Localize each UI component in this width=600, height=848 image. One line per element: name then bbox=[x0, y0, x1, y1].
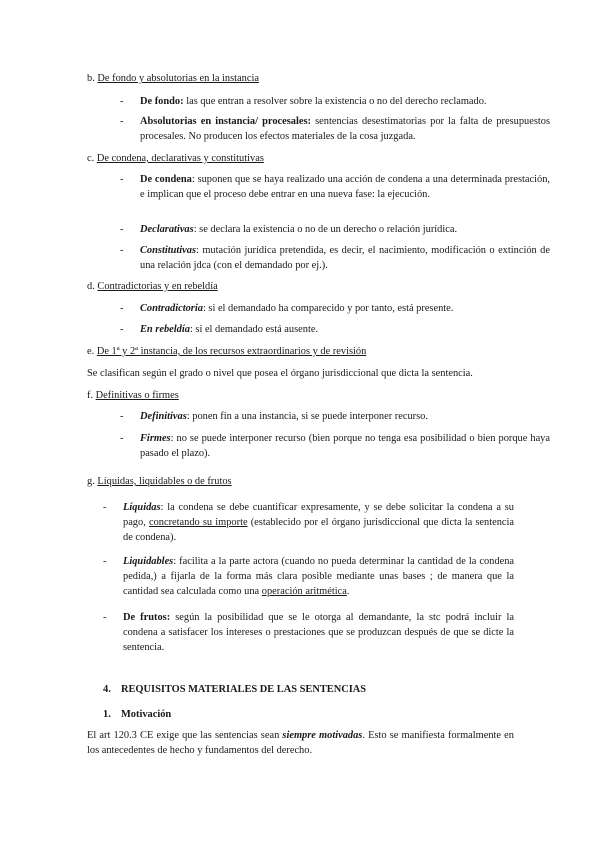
item-text: según la posibilidad que se le otorga al demandante, la stc podrá incluir la condena a satisfacer los intereses o prestaciones que se produzcan después de que se dicte la sentencia. bbox=[123, 612, 514, 653]
item-text: : suponen que se haya realizado una acción de condena a una determinada prestación, e implican que el proceso debe entrar en una nueva fase: la ejecución. bbox=[140, 174, 550, 200]
motivacion-text: . Esto se manifiesta formalmente en los antecedentes de hecho y fundamentos del derecho. bbox=[87, 730, 514, 756]
section-f-title: Definitivas o firmes bbox=[95, 390, 179, 401]
item-term: Liquidables bbox=[123, 556, 174, 567]
item-text: : no se puede interponer recurso (bien porque no tenga esa posibilidad o bien porque haya pasado el plazo). bbox=[140, 433, 550, 459]
bullet-dash: - bbox=[120, 303, 124, 314]
item-text: : facilita a la parte actora (cuando no pueda determinar la cantidad de la condena pedida,) a fijarla de la forma más clara posible mediante unas bases ; de manera que la cantidad sea calculada como una bbox=[123, 556, 514, 597]
item-term: Líquidas bbox=[123, 502, 161, 513]
item-text: : se declara la existencia o no de un derecho o relación jurídica. bbox=[193, 224, 458, 235]
item-term: Definitivas bbox=[140, 411, 187, 422]
section-b-title: De fondo y absolutorias en la instancia bbox=[97, 73, 259, 84]
list-item bbox=[120, 301, 550, 316]
list-item bbox=[120, 222, 550, 237]
section-e-title: De 1ª y 2ª instancia, de los recursos extraordinarios y de revisión bbox=[96, 346, 367, 357]
bullet-dash: - bbox=[103, 612, 107, 623]
list-item bbox=[120, 114, 550, 144]
item-term: Declarativas bbox=[140, 224, 194, 235]
item-text: sentencias desestimatorias por la falta de presupuestos procesales. No producen los efectos materiales de la cosa juzgada. bbox=[140, 116, 551, 142]
section-4-title: REQUISITOS MATERIALES DE LAS SENTENCIAS bbox=[121, 684, 367, 695]
bullet-dash: - bbox=[120, 245, 124, 256]
item-underlined-text: operación aritmética bbox=[261, 586, 347, 597]
item-term: Firmes bbox=[140, 433, 171, 444]
section-f-prefix: f. bbox=[87, 390, 96, 401]
list-item bbox=[120, 409, 550, 424]
section-g-heading bbox=[87, 474, 232, 489]
section-c-heading bbox=[87, 151, 264, 166]
item-text: : ponen fin a una instancia, si se puede interponer recurso. bbox=[186, 411, 428, 422]
bullet-dash: - bbox=[120, 324, 124, 335]
list-item bbox=[103, 610, 514, 655]
motivacion-heading bbox=[103, 707, 171, 722]
section-e-heading bbox=[87, 344, 366, 359]
section-4-number: 4. bbox=[103, 684, 111, 695]
list-item bbox=[120, 243, 550, 273]
section-b-prefix: b. bbox=[87, 73, 98, 84]
list-item bbox=[120, 322, 550, 337]
bullet-dash: - bbox=[120, 224, 124, 235]
section-g-title: Líquidas, liquidables o de frutos bbox=[97, 476, 232, 487]
bullet-dash: - bbox=[120, 433, 124, 444]
motivacion-title: Motivación bbox=[121, 709, 172, 720]
section-f-heading bbox=[87, 388, 179, 403]
bullet-dash: - bbox=[120, 174, 124, 185]
item-text: las que entran a resolver sobre la existencia o no del derecho reclamado. bbox=[183, 96, 487, 107]
section-e-paragraph: Se clasifican según el grado o nivel que posea el órgano jurisdiccional que dicta la sentencia. bbox=[87, 368, 473, 379]
item-term: En rebeldía bbox=[140, 324, 190, 335]
item-term: Contradictoria bbox=[140, 303, 203, 314]
section-4-heading bbox=[103, 682, 366, 697]
item-text: : si el demandado está ausente. bbox=[189, 324, 319, 335]
motivacion-number: 1. bbox=[103, 709, 111, 720]
list-item bbox=[120, 94, 550, 109]
section-d-heading bbox=[87, 279, 218, 294]
item-text: (establecido por el órgano jurisdiccional que dicta la sentencia de condena). bbox=[123, 517, 514, 543]
section-c-title: De condena, declarativas y constitutivas bbox=[96, 153, 264, 164]
item-term: Constitutivas bbox=[140, 245, 197, 256]
bullet-dash: - bbox=[103, 502, 107, 513]
section-c-prefix: c. bbox=[87, 153, 97, 164]
motivacion-text: El art 120.3 CE exige que las sentencias sean bbox=[87, 730, 283, 741]
bullet-dash: - bbox=[120, 116, 124, 127]
item-text: . bbox=[346, 586, 350, 597]
motivacion-paragraph bbox=[87, 728, 514, 758]
bullet-dash: - bbox=[103, 556, 107, 567]
section-d-prefix: d. bbox=[87, 281, 98, 292]
item-text: : la condena se debe cuantificar expresamente, y se debe solicitar la condena a su pago, bbox=[123, 502, 514, 528]
item-term: De fondo: bbox=[140, 96, 184, 107]
item-term: De condena bbox=[140, 174, 192, 185]
item-term: De frutos: bbox=[123, 612, 171, 623]
list-item bbox=[103, 554, 514, 599]
item-text: : mutación jurídica pretendida, es decir, el nacimiento, modificación o extinción de una relación jdca (con el demandado por ej.). bbox=[140, 245, 550, 271]
motivacion-emphasis: siempre motivadas bbox=[282, 730, 363, 741]
section-d-title: Contradictorias y en rebeldía bbox=[97, 281, 218, 292]
item-text: : si el demandado ha comparecido y por tanto, está presente. bbox=[202, 303, 454, 314]
section-g-prefix: g. bbox=[87, 476, 98, 487]
list-item bbox=[120, 172, 550, 202]
bullet-dash: - bbox=[120, 411, 124, 422]
section-e-prefix: e. bbox=[87, 346, 97, 357]
bullet-dash: - bbox=[120, 96, 124, 107]
item-underlined-text: concretando su importe bbox=[148, 517, 248, 528]
item-term: Absolutorias en instancia/ procesales: bbox=[140, 116, 311, 127]
list-item bbox=[120, 431, 550, 461]
section-b-heading bbox=[87, 71, 259, 86]
list-item bbox=[103, 500, 514, 545]
